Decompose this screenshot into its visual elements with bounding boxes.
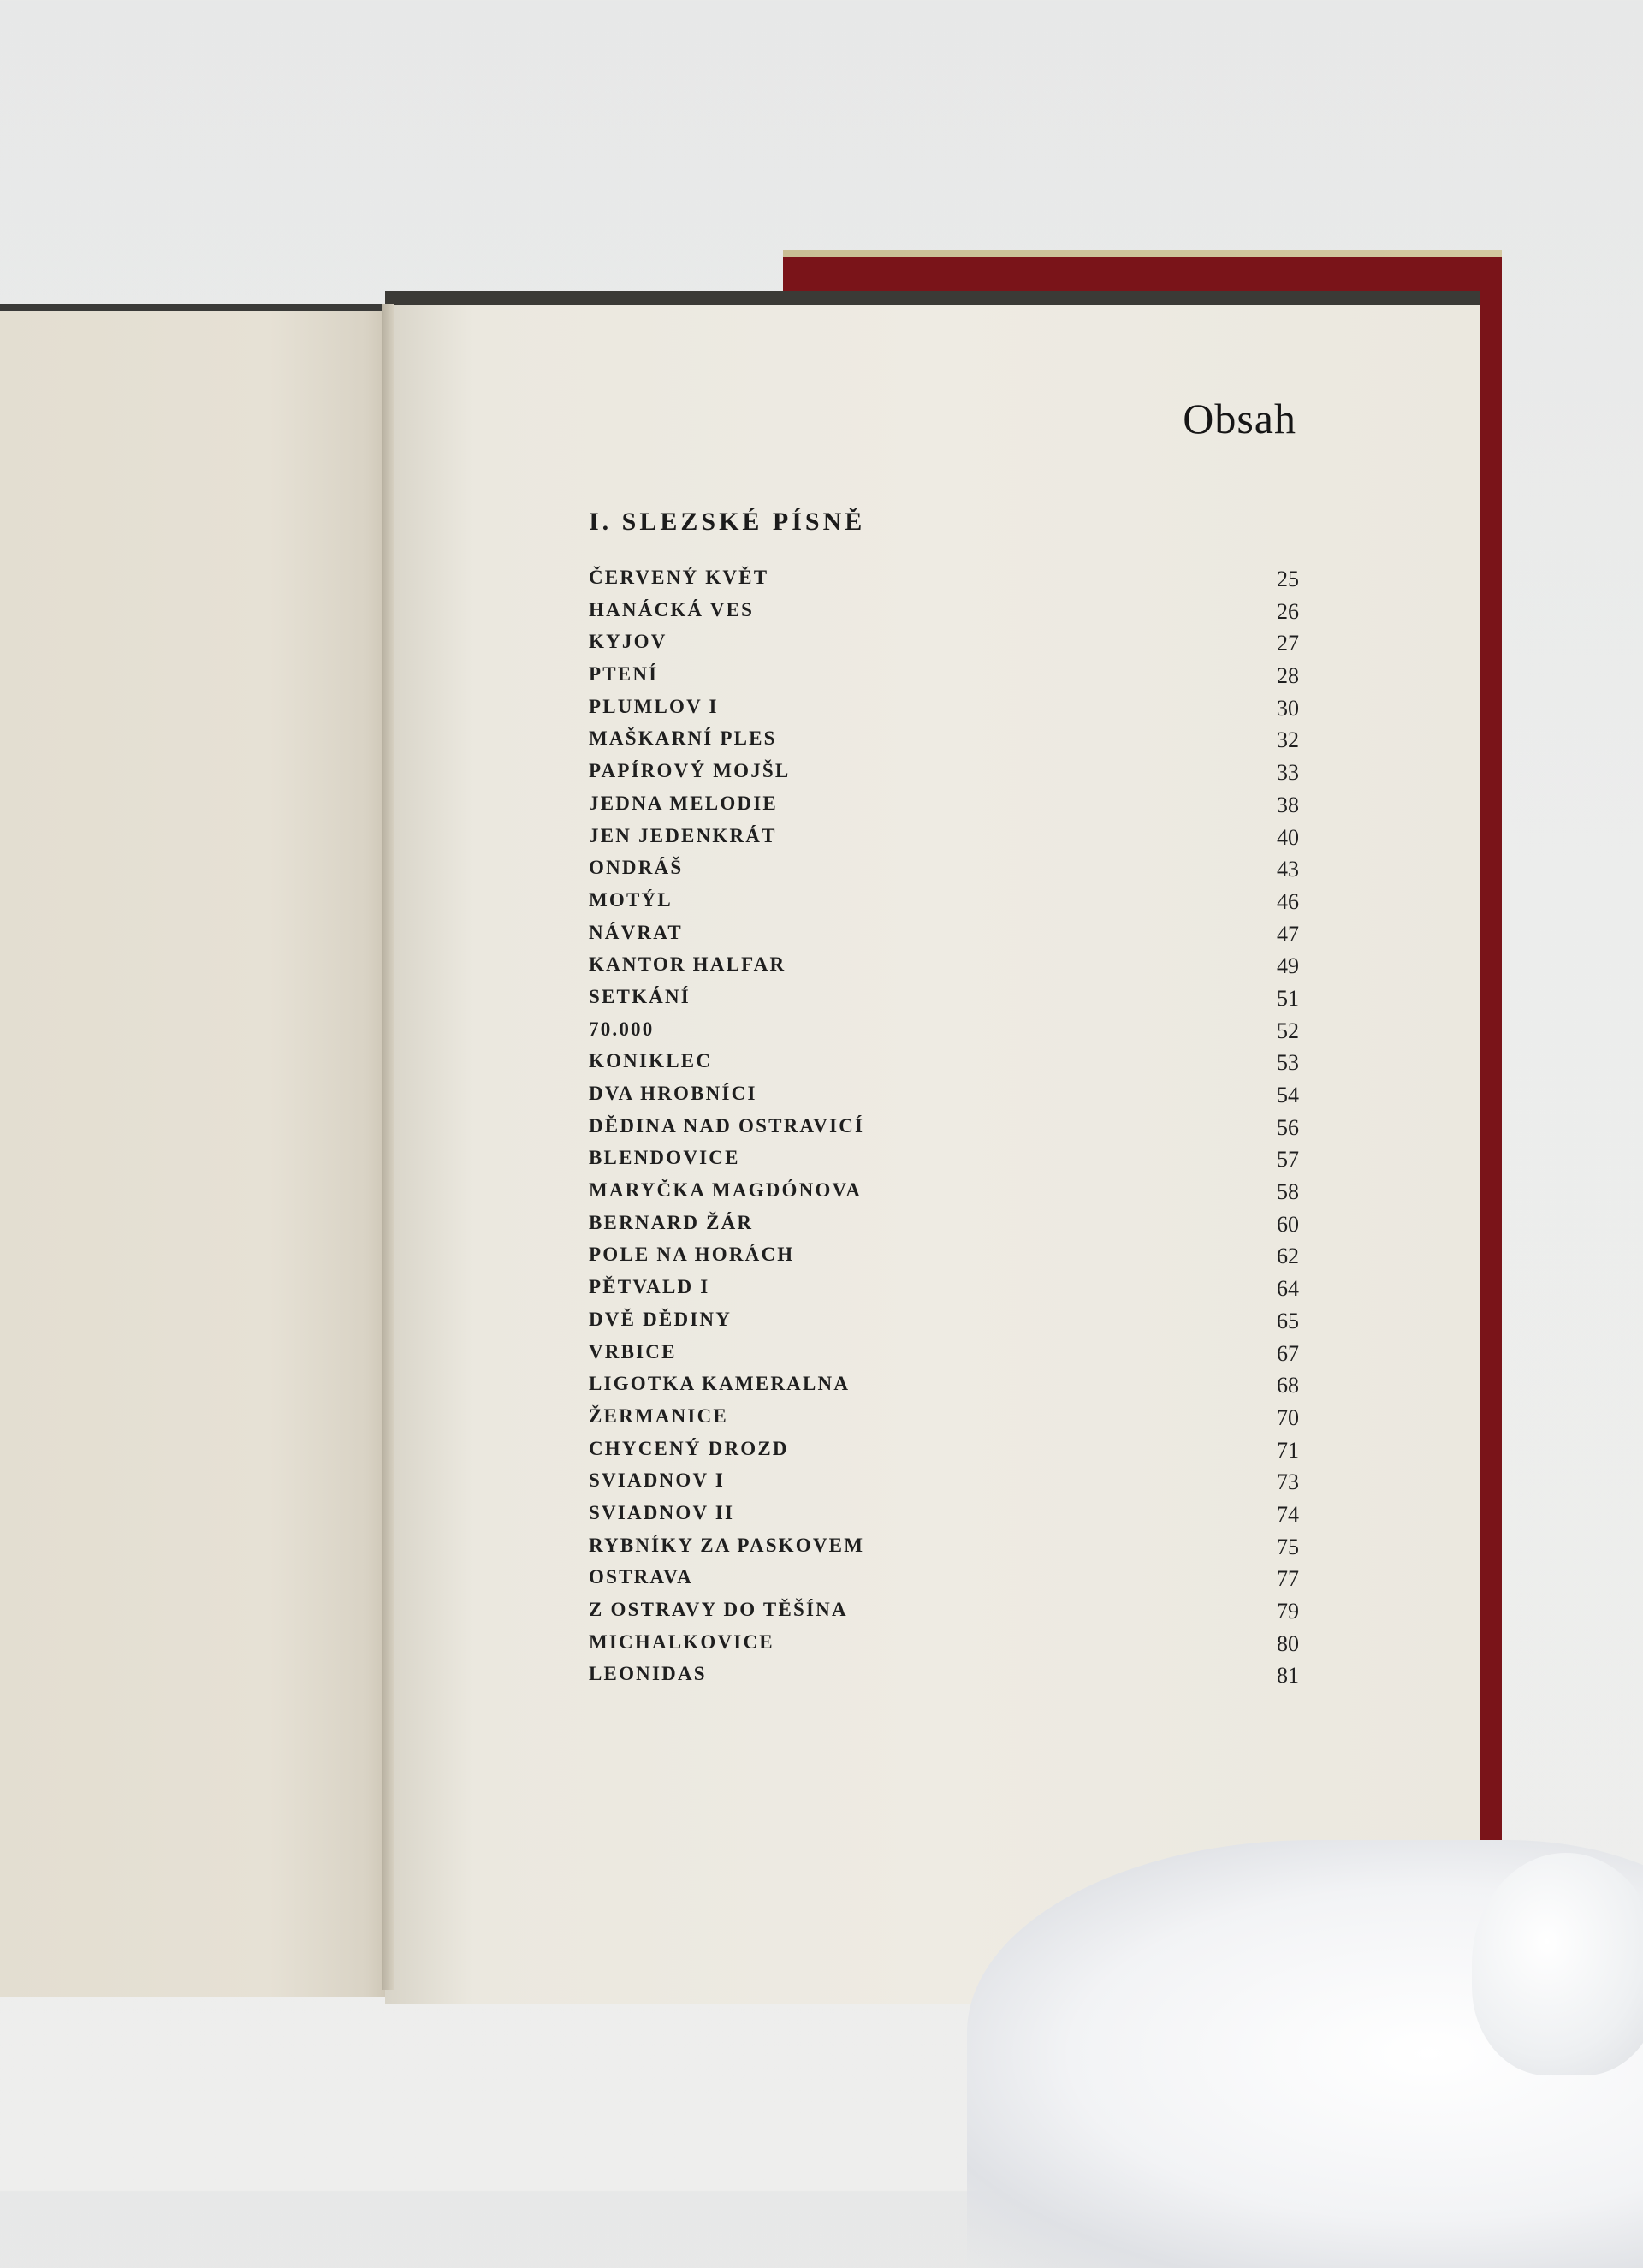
- toc-entry-title: PĚTVALD I: [589, 1276, 710, 1298]
- toc-entry-page: 40: [1277, 824, 1299, 850]
- gloved-finger: [1472, 1853, 1643, 2075]
- toc-entry-page: 73: [1277, 1469, 1299, 1495]
- toc-entry-page: 58: [1277, 1179, 1299, 1205]
- toc-entry-page: 46: [1277, 888, 1299, 914]
- toc-entry: [589, 1147, 1299, 1179]
- toc-entry-page: 26: [1277, 598, 1299, 624]
- toc-entry-title: SVIADNOV II: [589, 1501, 735, 1523]
- page-title: Obsah: [1183, 395, 1296, 442]
- toc-entry: [589, 1373, 1299, 1405]
- toc-entry: [589, 567, 1299, 599]
- toc-entry: [589, 727, 1299, 760]
- toc-entry-title: OSTRAVA: [589, 1566, 693, 1588]
- toc-entry-title: PTENÍ: [589, 663, 659, 686]
- toc-entry-title: BERNARD ŽÁR: [589, 1211, 754, 1233]
- toc-entry: [589, 696, 1299, 728]
- toc-entry-page: 68: [1277, 1373, 1299, 1398]
- toc-entry-title: POLE NA HORÁCH: [589, 1244, 795, 1266]
- toc-entry-page: 75: [1277, 1534, 1299, 1559]
- toc-entry-page: 81: [1277, 1663, 1299, 1689]
- toc-entry: [589, 1535, 1299, 1567]
- toc-entry-page: 25: [1277, 567, 1299, 591]
- toc-entry-title: Z OSTRAVY DO TĚŠÍNA: [589, 1599, 848, 1620]
- toc-entry-page: 54: [1277, 1083, 1299, 1107]
- toc-entry-page: 38: [1277, 792, 1299, 817]
- toc-entry-page: 77: [1277, 1566, 1299, 1592]
- toc-entry: [589, 793, 1299, 825]
- toc-entry: [589, 631, 1299, 663]
- toc-entry-page: 62: [1277, 1244, 1299, 1269]
- toc-entry-title: KYJOV: [589, 631, 667, 653]
- toc-entry: [589, 1179, 1299, 1212]
- toc-entry-page: 27: [1277, 631, 1299, 656]
- toc-entry-title: JEDNA MELODIE: [589, 792, 778, 814]
- toc-entry-title: MARYČKA MAGDÓNOVA: [589, 1179, 863, 1202]
- toc-entry-title: SETKÁNÍ: [589, 985, 691, 1007]
- toc-entry: [589, 1244, 1299, 1276]
- toc-entry-page: 47: [1277, 921, 1299, 947]
- toc-entry: [589, 1566, 1299, 1599]
- toc-entry: [589, 986, 1299, 1018]
- toc-entry-page: 51: [1277, 985, 1299, 1011]
- toc-entry: [589, 760, 1299, 793]
- toc-entry: [589, 1309, 1299, 1341]
- toc-entry: [589, 1663, 1299, 1695]
- toc-entry-page: 60: [1277, 1211, 1299, 1237]
- toc-entry-title: ONDRÁŠ: [589, 857, 684, 879]
- toc-entry-page: 53: [1277, 1050, 1299, 1076]
- toc-entry-title: NÁVRAT: [589, 921, 683, 943]
- toc-entry-page: 80: [1277, 1630, 1299, 1656]
- toc-entry: [589, 922, 1299, 954]
- toc-entry: [589, 1212, 1299, 1244]
- toc-entry: [589, 1405, 1299, 1438]
- toc-entry: [589, 889, 1299, 922]
- left-page: [0, 304, 385, 1997]
- toc-entry-title: HANÁCKÁ VES: [589, 598, 755, 620]
- toc-entry: [589, 663, 1299, 696]
- toc-entry-page: 28: [1277, 663, 1299, 689]
- toc-entry-page: 56: [1277, 1114, 1299, 1140]
- toc-entry-title: RYBNÍKY ZA PASKOVEM: [589, 1534, 865, 1556]
- toc-entry-title: KONIKLEC: [589, 1050, 713, 1072]
- toc-entry-page: 67: [1277, 1340, 1299, 1366]
- toc-entry-page: 70: [1277, 1404, 1299, 1430]
- toc-entry-title: SVIADNOV I: [589, 1469, 725, 1492]
- toc-entry: [589, 1502, 1299, 1535]
- toc-entry: [589, 599, 1299, 632]
- toc-entry: [589, 857, 1299, 889]
- toc-entry: [589, 1341, 1299, 1374]
- toc-list: [589, 567, 1299, 1695]
- toc-entry-title: VRBICE: [589, 1340, 677, 1363]
- book-gutter: [382, 304, 394, 1990]
- toc-entry-title: BLENDOVICE: [589, 1147, 740, 1169]
- toc-entry-title: 70.000: [589, 1018, 655, 1040]
- toc-entry-title: ŽERMANICE: [589, 1404, 728, 1427]
- toc-entry-title: ČERVENÝ KVĚT: [589, 567, 769, 588]
- toc-entry-page: 57: [1277, 1147, 1299, 1173]
- toc-entry-page: 33: [1277, 760, 1299, 786]
- toc-entry-page: 74: [1277, 1501, 1299, 1527]
- toc-entry-page: 30: [1277, 695, 1299, 721]
- toc-entry-title: MICHALKOVICE: [589, 1630, 774, 1653]
- toc-entry-title: LEONIDAS: [589, 1663, 707, 1685]
- toc-entry-title: DĚDINA NAD OSTRAVICÍ: [589, 1114, 865, 1137]
- toc-entry: [589, 1276, 1299, 1309]
- toc-entry-page: 32: [1277, 727, 1299, 753]
- section-heading: I. SLEZSKÉ PÍSNĚ: [589, 508, 866, 536]
- toc-entry-page: 43: [1277, 857, 1299, 882]
- toc-entry-title: LIGOTKA KAMERALNA: [589, 1373, 851, 1395]
- toc-entry-page: 64: [1277, 1276, 1299, 1302]
- toc-entry-title: PLUMLOV I: [589, 695, 719, 717]
- toc-entry-page: 49: [1277, 953, 1299, 979]
- toc-entry-title: MOTÝL: [589, 888, 673, 911]
- toc-entry: [589, 1631, 1299, 1664]
- toc-entry-page: 71: [1277, 1437, 1299, 1463]
- toc-entry-title: DVA HROBNÍCI: [589, 1083, 757, 1104]
- toc-entry: [589, 1469, 1299, 1502]
- toc-entry: [589, 1115, 1299, 1148]
- toc-entry: [589, 1438, 1299, 1470]
- toc-entry-title: MAŠKARNÍ PLES: [589, 727, 777, 750]
- toc-entry-page: 79: [1277, 1599, 1299, 1624]
- toc-entry-title: CHYCENÝ DROZD: [589, 1437, 789, 1459]
- toc-entry: [589, 1599, 1299, 1631]
- toc-entry: [589, 1083, 1299, 1115]
- toc-entry-page: 52: [1277, 1018, 1299, 1043]
- toc-entry: [589, 1050, 1299, 1083]
- toc-entry-title: DVĚ DĚDINY: [589, 1308, 733, 1330]
- toc-entry: [589, 953, 1299, 986]
- toc-entry-title: KANTOR HALFAR: [589, 953, 786, 976]
- toc-entry-title: PAPÍROVÝ MOJŠL: [589, 760, 791, 782]
- toc-entry: [589, 1018, 1299, 1051]
- toc-entry: [589, 825, 1299, 858]
- toc-entry-title: JEN JEDENKRÁT: [589, 824, 777, 846]
- toc-entry-page: 65: [1277, 1308, 1299, 1333]
